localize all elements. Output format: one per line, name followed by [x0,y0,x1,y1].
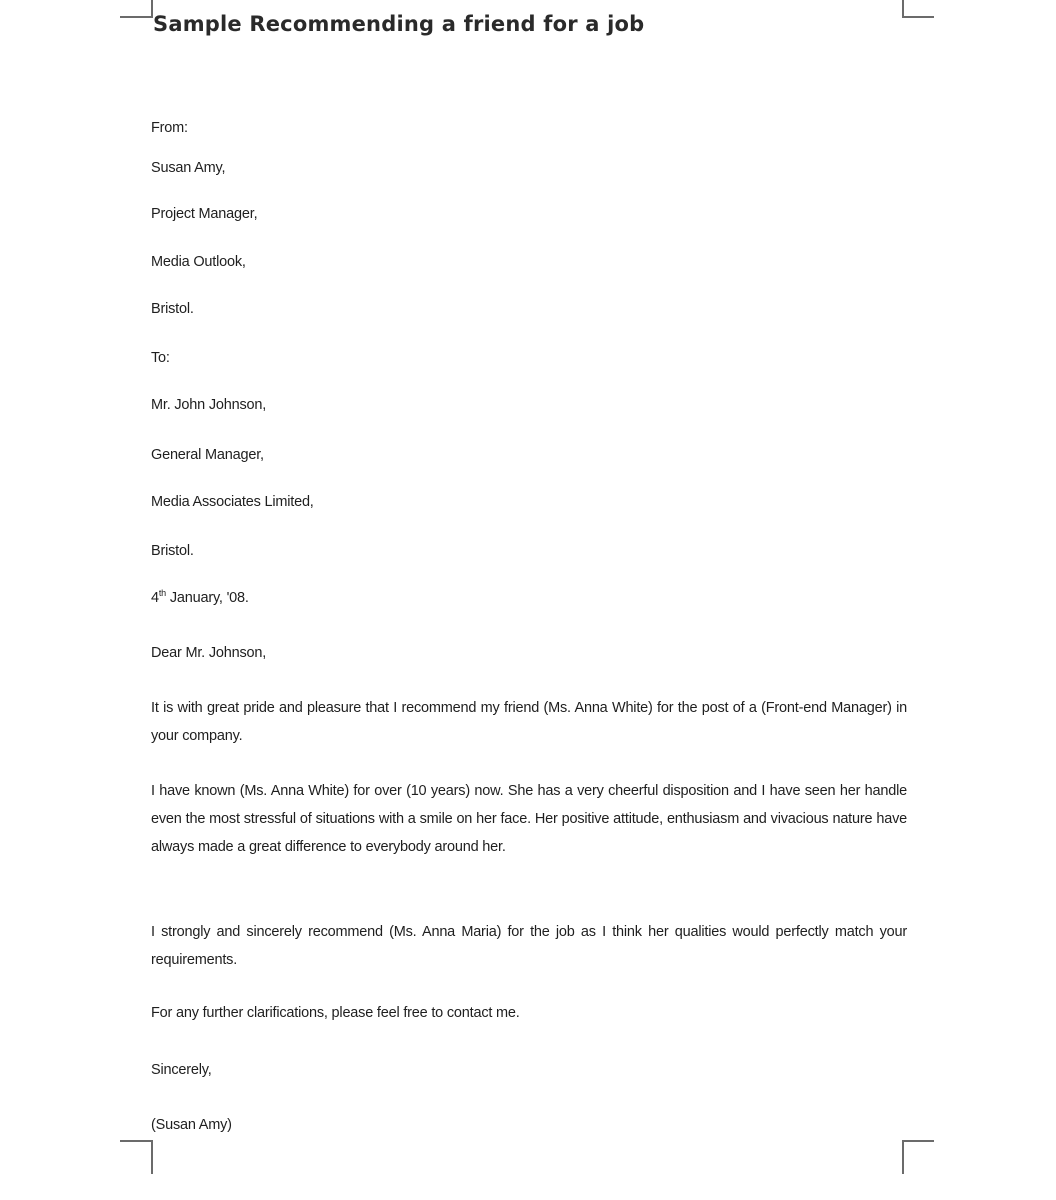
to-label: To: [151,350,170,366]
body-paragraph-3: I strongly and sincerely recommend (Ms. Anna Maria) for the job as I think her qualities would perfectly match your requirements. [151,924,907,968]
from-city: Bristol. [151,301,194,317]
crop-mark-bottom-left [151,1140,153,1174]
closing: Sincerely, [151,1062,212,1078]
from-label: From: [151,120,188,136]
document-title: Sample Recommending a friend for a job [153,12,645,36]
crop-mark-bottom-right [902,1140,934,1142]
crop-mark-bottom-right [902,1140,904,1174]
to-city: Bristol. [151,543,194,559]
to-name: Mr. John Johnson, [151,397,267,413]
from-company: Media Outlook, [151,254,246,270]
body-paragraph-2: I have known (Ms. Anna White) for over (10 years) now. She has a very cheerful disposition and I have seen her handle even the most stressful of situations with a smile on her face. Her positive attitude, enthusiasm and vivacious nature have always made a great difference to everybody around her. [151,783,907,855]
body-paragraph-1: It is with great pride and pleasure that I recommend my friend (Ms. Anna White) for the post of a (Front-end Manager) in your company. [151,700,907,744]
signature: (Susan Amy) [151,1117,232,1133]
date-rest: January, '08. [165,590,249,606]
to-company: Media Associates Limited, [151,494,314,510]
date-day: 4 [151,590,159,606]
to-position: General Manager, [151,447,264,463]
from-name: Susan Amy, [151,160,226,176]
body-paragraph-4: For any further clarifications, please feel free to contact me. [151,1005,520,1021]
crop-mark-bottom-left [120,1140,153,1142]
letter-date [151,590,249,606]
crop-mark-top-right [902,16,934,18]
salutation: Dear Mr. Johnson, [151,645,267,661]
from-position: Project Manager, [151,206,258,222]
crop-mark-top-left [120,16,153,18]
date-suffix: th [158,588,166,599]
